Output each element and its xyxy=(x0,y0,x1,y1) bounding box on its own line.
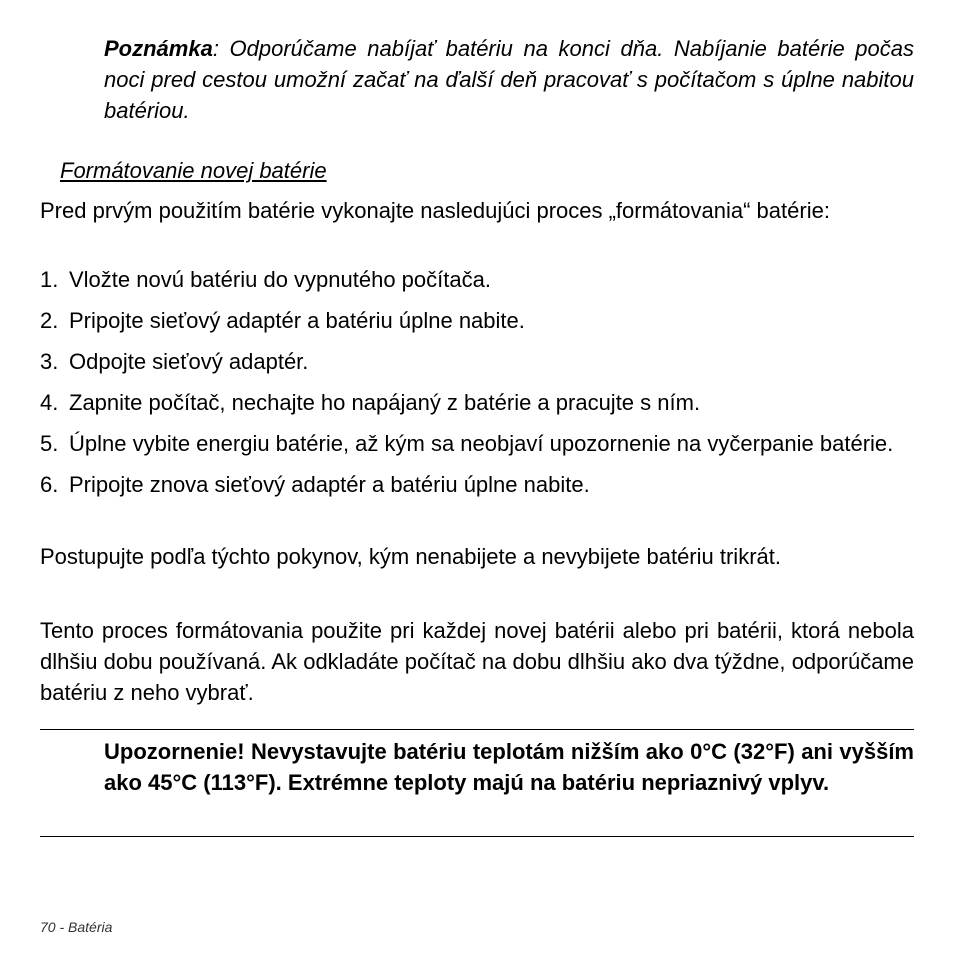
step-number: 2. xyxy=(40,308,59,333)
warning-paragraph: Upozornenie! Nevystavujte batériu teplotám nižším ako 0°C (32°F) ani vyšším ako 45°C (113°F). Extrémne teploty majú na batériu nepriaznivý vplyv. xyxy=(104,739,914,795)
note-paragraph xyxy=(104,33,914,126)
step-number: 1. xyxy=(40,267,59,292)
steps-list xyxy=(40,264,914,510)
note-text: : Odporúčame nabíjať batériu na konci dňa. Nabíjanie batérie počas noci pred cestou umožní začať na ďalší deň pracovať s počítačom s úplne nabitou batériou. xyxy=(104,36,914,123)
process-note-paragraph: Tento proces formátovania použite pri každej novej batérii alebo pri batérii, ktorá nebola dlhšiu dobu používaná. Ak odkladáte počítač na dobu dlhšiu ako dva týždne, odporúčame batériu z neho vybrať. xyxy=(40,618,914,705)
list-item xyxy=(40,469,914,500)
step-number: 3. xyxy=(40,349,59,374)
note-label: Poznámka xyxy=(104,36,213,61)
step-text: Vložte novú batériu do vypnutého počítača. xyxy=(69,267,491,292)
list-item xyxy=(40,428,914,459)
page-footer: 70 - Batéria xyxy=(40,919,113,935)
list-item xyxy=(40,264,914,295)
section-heading: Formátovanie novej batérie xyxy=(60,158,327,183)
step-text: Pripojte znova sieťový adaptér a batériu úplne nabite. xyxy=(69,472,590,497)
step-text: Úplne vybite energiu batérie, až kým sa neobjaví upozornenie na vyčerpanie batérie. xyxy=(69,431,894,456)
list-item xyxy=(40,346,914,377)
step-text: Odpojte sieťový adaptér. xyxy=(69,349,309,374)
warning-top-rule xyxy=(40,729,914,730)
step-number: 5. xyxy=(40,431,59,456)
intro-paragraph: Pred prvým použitím batérie vykonajte nasledujúci proces „formátovania“ batérie: xyxy=(40,198,830,223)
warning-bottom-rule xyxy=(40,836,914,837)
follow-up-paragraph: Postupujte podľa týchto pokynov, kým nenabijete a nevybijete batériu trikrát. xyxy=(40,544,781,569)
list-item xyxy=(40,305,914,336)
list-item xyxy=(40,387,914,418)
step-number: 6. xyxy=(40,472,59,497)
step-text: Pripojte sieťový adaptér a batériu úplne nabite. xyxy=(69,308,525,333)
step-number: 4. xyxy=(40,390,59,415)
step-text: Zapnite počítač, nechajte ho napájaný z batérie a pracujte s ním. xyxy=(69,390,701,415)
